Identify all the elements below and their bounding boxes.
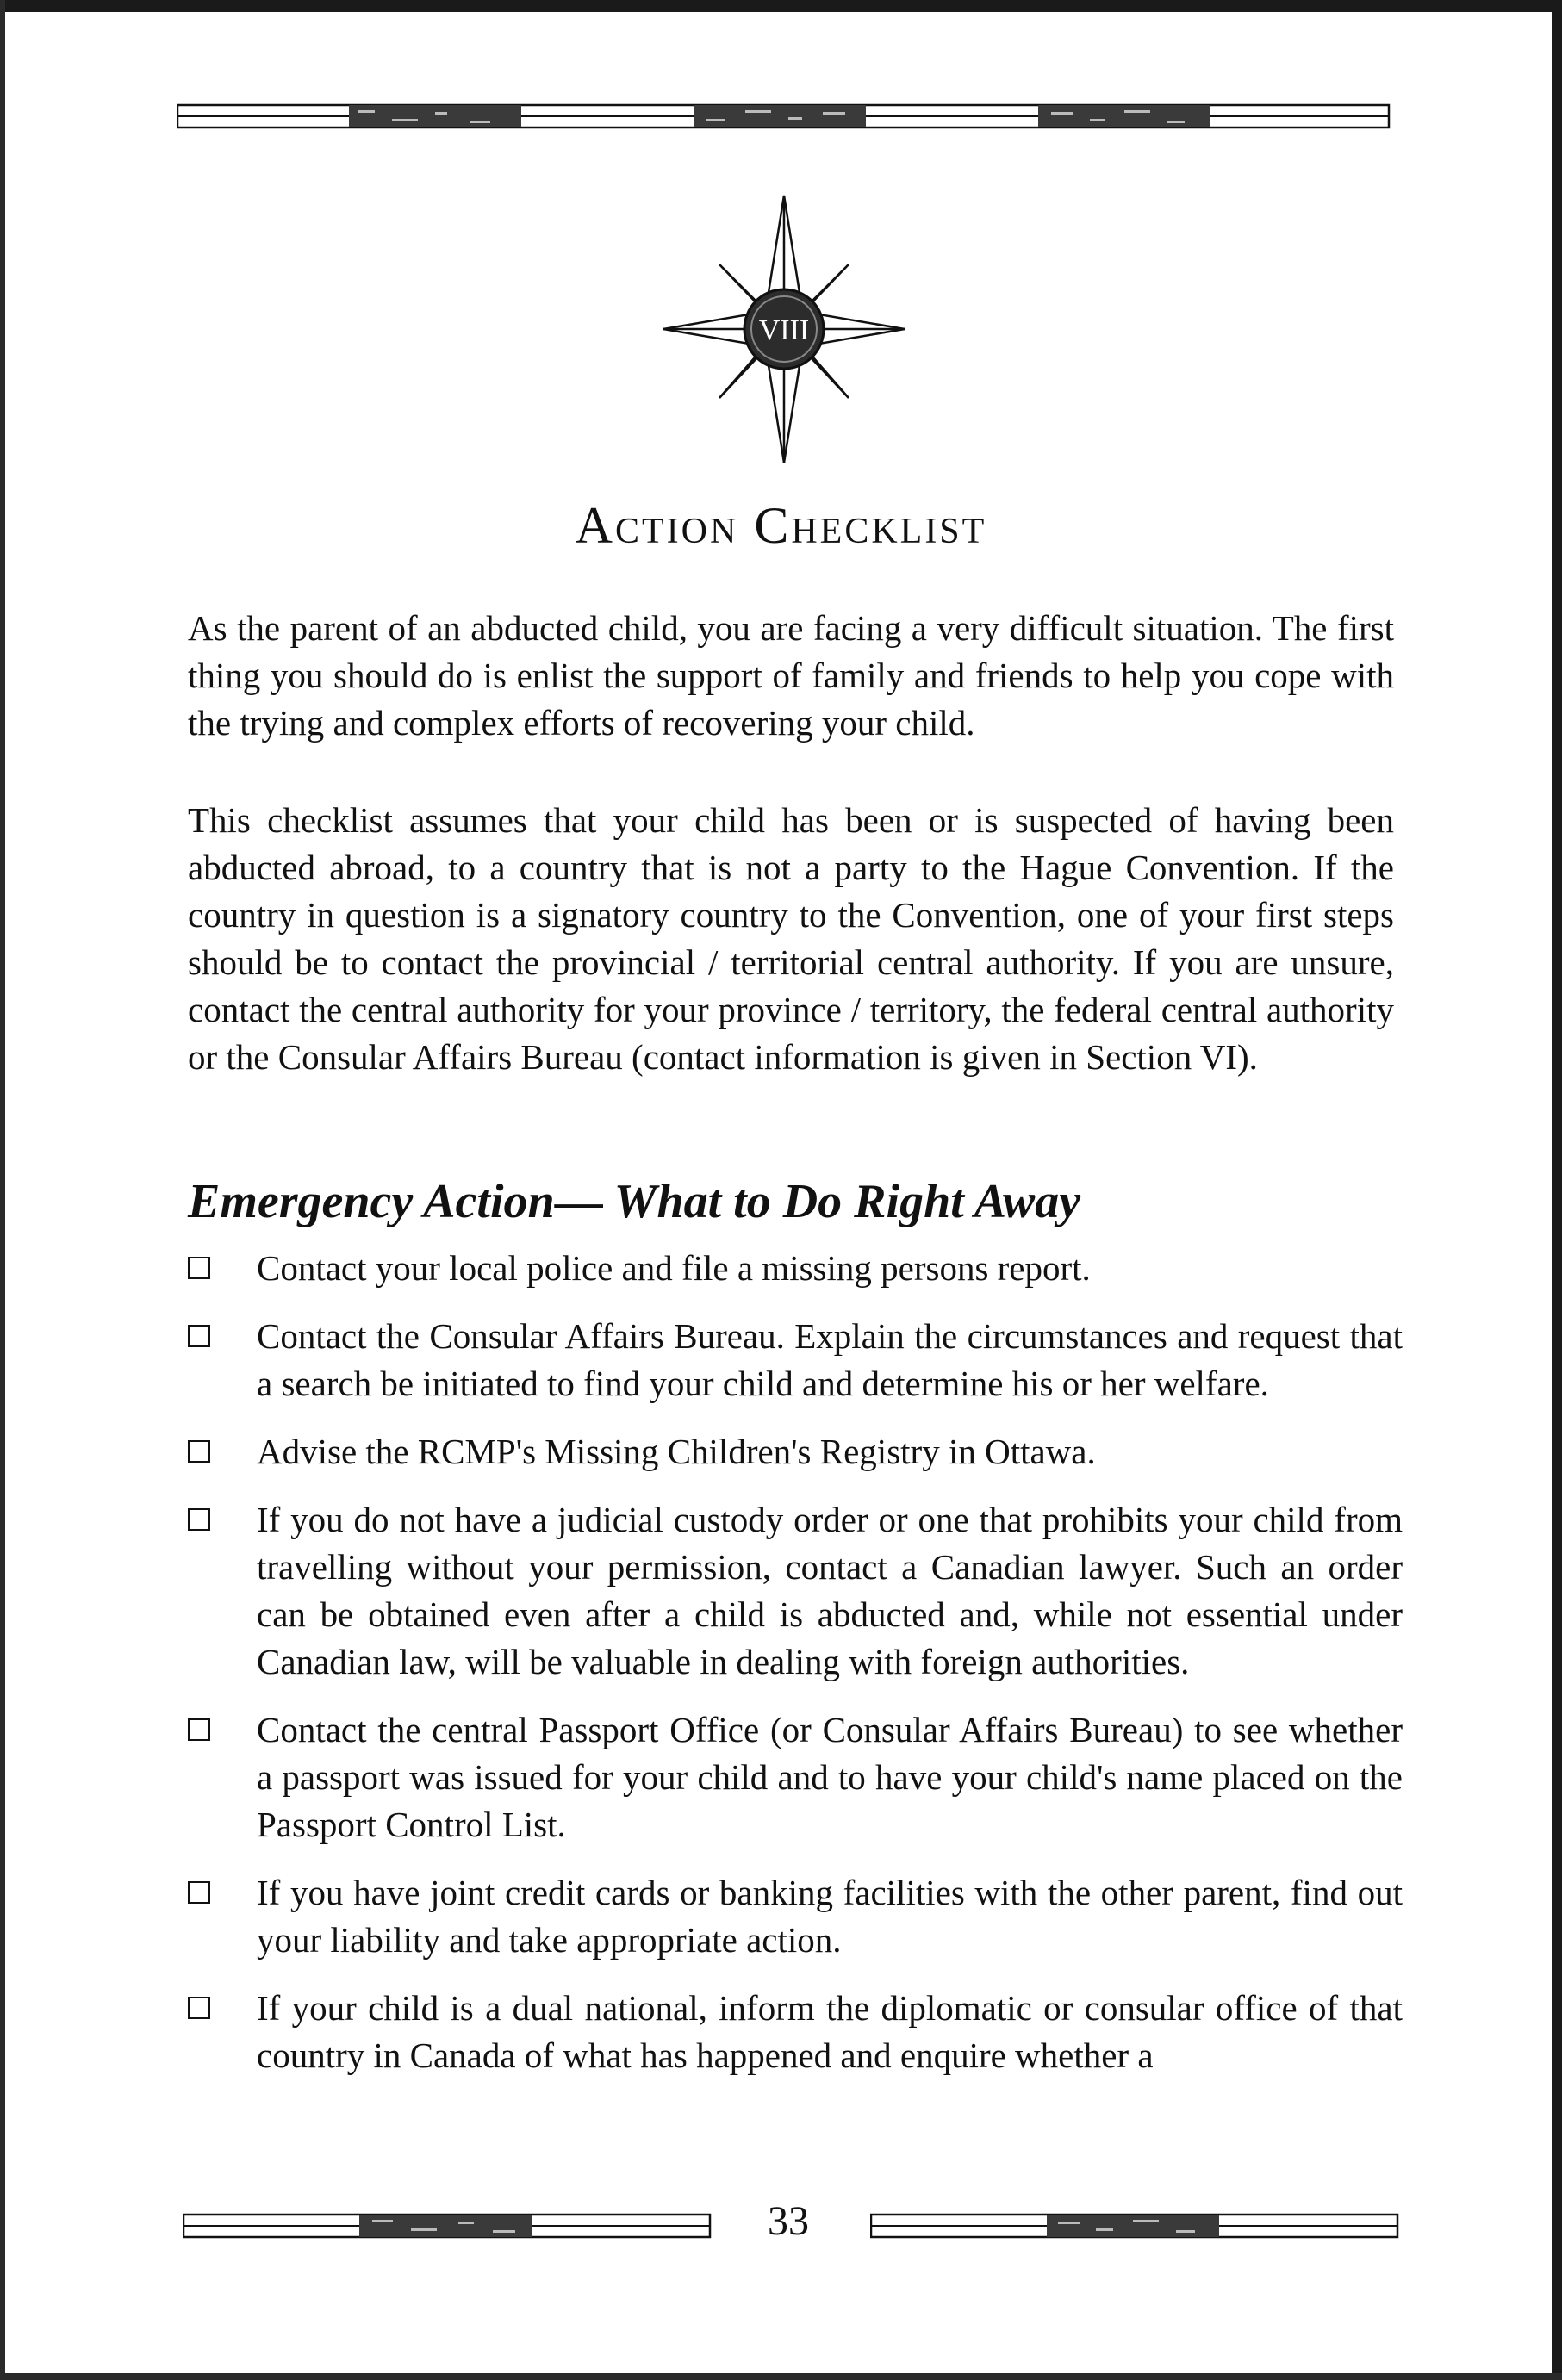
- checklist-item-text: If you do not have a judicial custody order or one that prohibits your child from travelling without your permission, contact a Canadian lawyer. Such an order can be obtained even after a child is abducted and, while not essential under Canadian law, will be valuable in dealing with foreign authorities.: [257, 1500, 1403, 1681]
- checklist-item-text: Contact your local police and file a missing persons report.: [257, 1248, 1091, 1288]
- checklist-item-text: Contact the Consular Affairs Bureau. Explain the circumstances and request that a search be initiated to find your child and determine his or her welfare.: [257, 1316, 1403, 1403]
- checkbox-icon[interactable]: [188, 1440, 210, 1463]
- bottom-right-decorative-rule: [870, 2211, 1400, 2242]
- section-heading-part1: Emergency Action: [188, 1175, 555, 1228]
- checklist-item: [188, 1496, 1403, 1686]
- emergency-checklist: [188, 1245, 1403, 2100]
- section-heading: [188, 1167, 1080, 1236]
- checklist-item-text: If you have joint credit cards or banking facilities with the other parent, find out your liability and take appropriate action.: [257, 1873, 1403, 1960]
- checklist-item-text: If your child is a dual national, inform the diplomatic or consular office of that country in Canada of what has happened and enquire whether a: [257, 1988, 1403, 2075]
- checklist-item-text: Contact the central Passport Office (or Consular Affairs Bureau) to see whether a passport was issued for your child and to have your child's name placed on the Passport Control List.: [257, 1710, 1403, 1844]
- top-decorative-rule: [177, 102, 1391, 133]
- section-heading-part2: What to Do Right Away: [602, 1175, 1081, 1228]
- scan-border-bottom: [0, 2373, 1562, 2380]
- compass-rose-icon: [659, 191, 909, 471]
- checkbox-icon[interactable]: [188, 1257, 210, 1279]
- section-numeral: VIII: [758, 314, 810, 346]
- checklist-item: [188, 1985, 1403, 2079]
- page-title: Action Checklist: [575, 497, 987, 554]
- checkbox-icon[interactable]: [188, 1997, 210, 2019]
- section-heading-dash: —: [554, 1175, 603, 1228]
- checklist-item: [188, 1313, 1403, 1407]
- checklist-item: [188, 1428, 1403, 1476]
- checklist-item-text: Advise the RCMP's Missing Children's Registry in Ottawa.: [257, 1432, 1096, 1471]
- scan-border-top: [0, 0, 1562, 12]
- checkbox-icon[interactable]: [188, 1881, 210, 1904]
- bottom-left-decorative-rule: [183, 2211, 713, 2242]
- intro-paragraph-1: As the parent of an abducted child, you are facing a very difficult situation. The first thing you should do is enlist the support of family and friends to help you cope with the trying and complex efforts of recovering your child.: [188, 608, 1394, 743]
- checklist-item: [188, 1869, 1403, 1964]
- checklist-item: [188, 1245, 1403, 1292]
- checkbox-icon[interactable]: [188, 1325, 210, 1347]
- scan-border-right: [1552, 0, 1562, 2380]
- checklist-item: [188, 1706, 1403, 1849]
- intro-paragraph-2: This checklist assumes that your child has been or is suspected of having been abducted abroad, to a country that is not a party to the Hague Convention. If the country in question is a signatory country to the Convention, one of your first steps should be to contact the provincial / territorial central authority. If you are unsure, contact the central authority for your province / territory, the federal central authority or the Consular Affairs Bureau (contact information is given in Section VI).: [188, 800, 1394, 1077]
- scan-border-left: [0, 0, 5, 2380]
- checkbox-icon[interactable]: [188, 1718, 210, 1741]
- checkbox-icon[interactable]: [188, 1508, 210, 1531]
- page-number: 33: [768, 2198, 809, 2244]
